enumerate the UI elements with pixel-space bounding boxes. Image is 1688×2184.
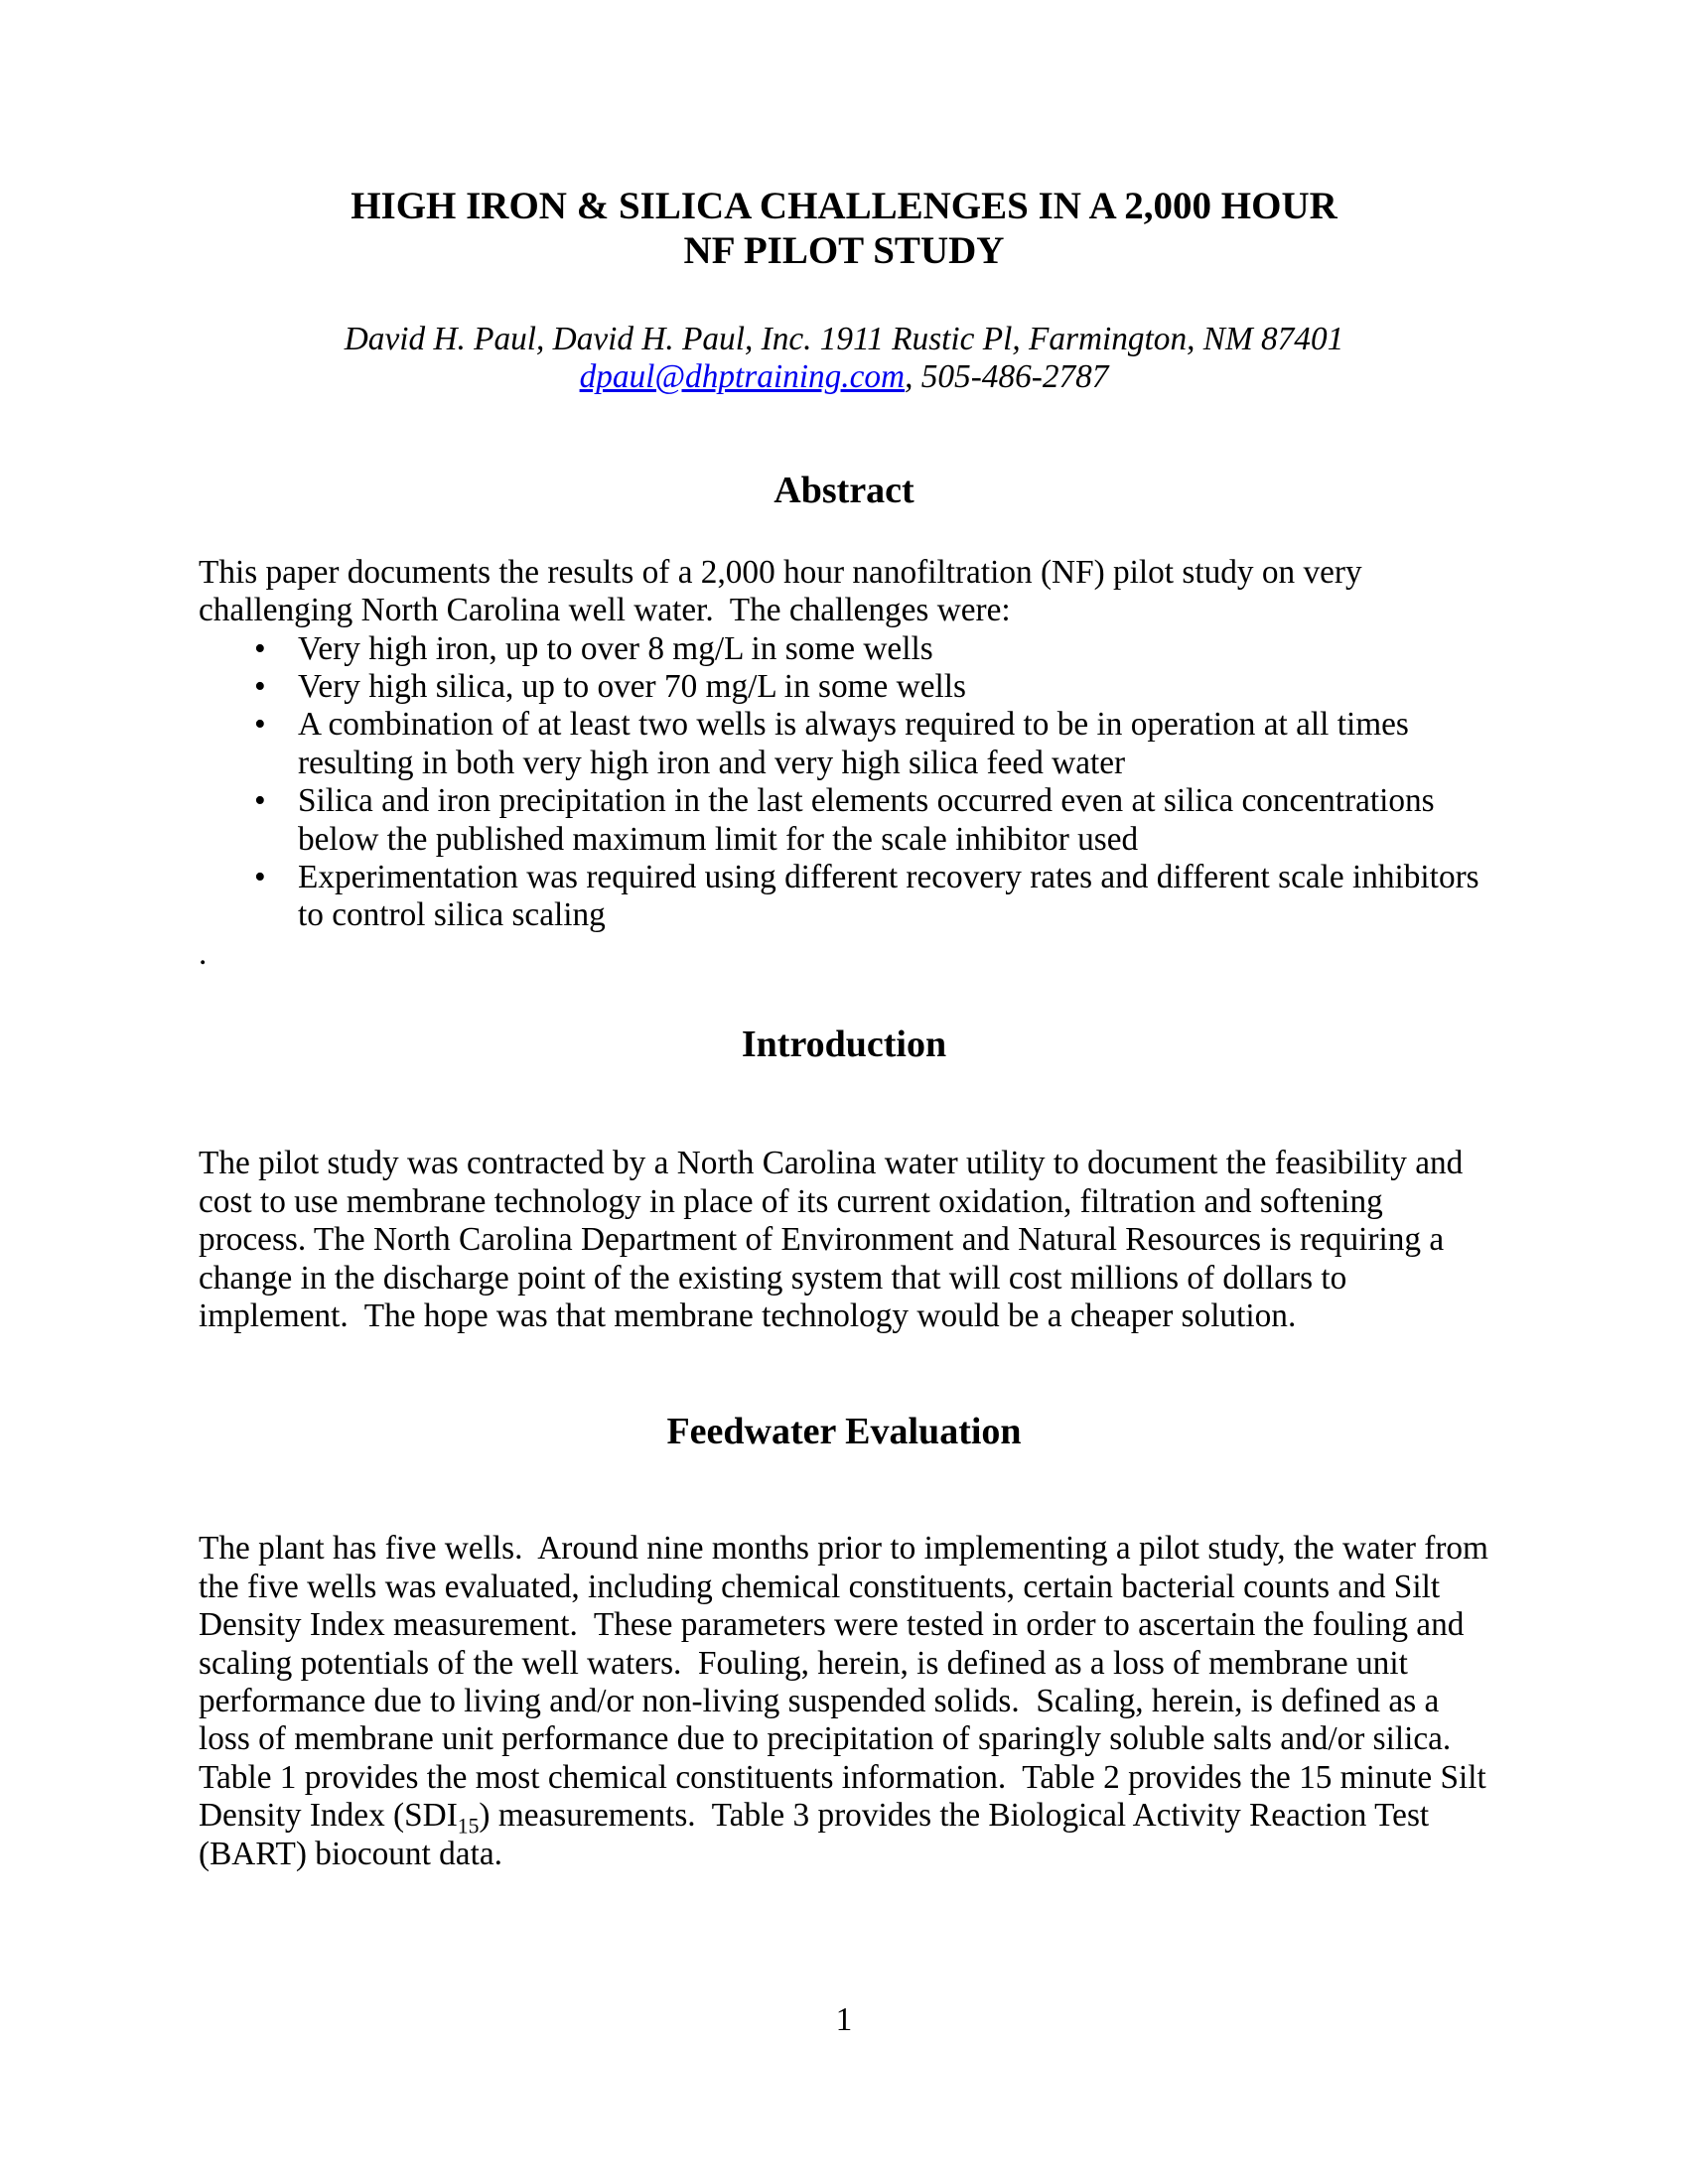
feedwater-paragraph-part1: The plant has five wells. Around nine months prior to implementing a pilot study, the water from the five wells was evaluated, including chemical constituents, certain bacterial counts and Silt Density Index measurement. These parameters were tested in order to ascertain the fouling and scaling potentials of the well waters. Fouling, herein, is defined as a loss of membrane unit performance due to living and/or non-living suspended solids. Scaling, herein, is defined as a loss of membrane unit performance due to precipitation of sparingly soluble salts and/or silica. Table 1 provides the most chemical constituents information. Table 2 provides the 15 minute Silt Density Index (SDI [199, 1530, 1497, 1835]
abstract-paragraph: This paper documents the results of a 2,000 hour nanofiltration (NF) pilot study on very challenging North Carolina well water. The challenges were: [199, 553, 1370, 629]
email-link[interactable]: dpaul@dhptraining.com [579, 358, 906, 396]
feedwater-paragraph [199, 1530, 1497, 1873]
abstract-bullet-list [199, 630, 1489, 935]
bullet-item-wells-combination: • A combination of at least two wells is always required to be in operation at all times resulting in both very high iron and very high silica feed water [298, 706, 1489, 782]
feedwater-paragraph-part2: ) measurements. Table 3 provides the Biological Activity Reaction Test (BART) biocount data. [199, 1797, 1438, 1872]
bullet-item-silica: • Very high silica, up to over 70 mg/L in some wells [298, 668, 1489, 706]
contact-line [199, 358, 1489, 396]
bullet-item-iron: • Very high iron, up to over 8 mg/L in some wells [298, 630, 1489, 668]
stray-period: . [199, 934, 208, 972]
paper-title [199, 184, 1489, 273]
paper-title-line1: HIGH IRON & SILICA CHALLENGES IN A 2,000 HOUR [351, 185, 1337, 227]
page-number: 1 [835, 2001, 853, 2038]
abstract-heading: Abstract [774, 469, 914, 511]
feedwater-evaluation-heading: Feedwater Evaluation [666, 1411, 1022, 1453]
phone-number: , 505-486-2787 [905, 358, 1109, 396]
bullet-item-experimentation: • Experimentation was required using different recovery rates and different scale inhibitors to control silica scaling [298, 859, 1489, 935]
sdi-subscript: 15 [457, 1814, 480, 1839]
bullet-item-precipitation: • Silica and iron precipitation in the last elements occurred even at silica concentrations below the published maximum limit for the scale inhibitor used [298, 782, 1489, 859]
introduction-heading: Introduction [741, 1024, 947, 1066]
paper-title-line2: NF PILOT STUDY [683, 229, 1005, 272]
author-affiliation: David H. Paul, David H. Paul, Inc. 1911 Rustic Pl, Farmington, NM 87401 [344, 321, 1344, 357]
introduction-paragraph: The pilot study was contracted by a North Carolina water utility to document the feasibility and cost to use membrane technology in place of its current oxidation, filtration and softening process. The North Carolina Department of Environment and Natural Resources is requiring a change in the discharge point of the existing system that will cost millions of dollars to implement. The hope was that membrane technology would be a cheaper solution. [199, 1145, 1472, 1334]
